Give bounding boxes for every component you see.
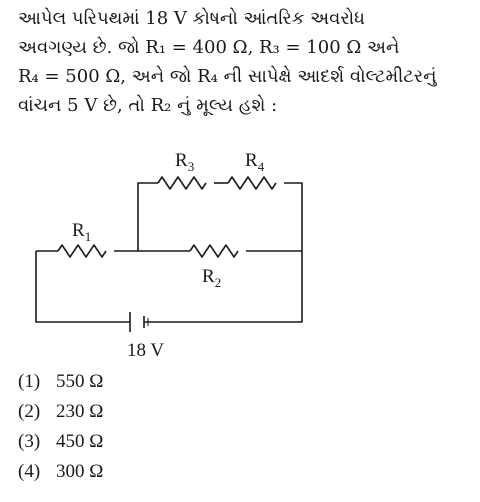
option-2[interactable]	[18, 401, 103, 423]
option-3[interactable]	[18, 431, 103, 453]
label-r1: $R_1$	[72, 220, 92, 244]
option-1[interactable]	[18, 371, 103, 393]
label-battery-voltage: 18 V	[127, 340, 165, 361]
option-1-value: 550 Ω	[56, 371, 104, 392]
option-2-number: (2)	[18, 401, 41, 422]
option-2-value: 230 Ω	[56, 401, 104, 422]
wire-upper-right	[284, 183, 302, 251]
label-r3: $R_3$	[175, 150, 195, 174]
resistor-r3	[158, 177, 206, 189]
wire-upper-left	[138, 183, 158, 251]
option-1-number: (1)	[18, 371, 41, 392]
option-4[interactable]	[18, 461, 103, 483]
option-4-value: 300 Ω	[56, 461, 104, 482]
option-4-number: (4)	[18, 461, 41, 482]
question-line-4: વાંચન 5 V છે, તો R₂ નું મૂલ્ય હશે :	[18, 95, 278, 116]
question-line-1: આપેલ પરિપથમાં 18 V કોષનો આંતરિક અવરોધ	[18, 8, 365, 29]
label-r2: $R_2$	[202, 266, 222, 290]
wire-bottom-right	[144, 251, 302, 322]
question-line-2: અવગણ્ય છે. જો R₁ = 400 Ω, R₃ = 100 Ω અને	[18, 37, 400, 58]
resistor-r2	[190, 245, 238, 257]
wire-left	[36, 251, 130, 322]
resistor-r4	[228, 177, 276, 189]
option-3-number: (3)	[18, 431, 41, 452]
question-line-3: R₄ = 500 Ω, અને જો R₄ ની સાપેક્ષે આદર્શ વોલ્ટમીટરનું	[18, 66, 437, 87]
resistor-r1	[58, 245, 106, 257]
label-r4: $R_4$	[245, 150, 265, 174]
option-3-value: 450 Ω	[56, 431, 104, 452]
